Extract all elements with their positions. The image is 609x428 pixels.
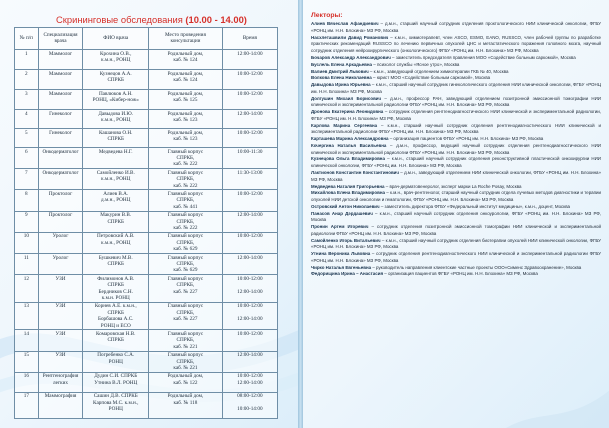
row-number: 6 <box>15 148 39 169</box>
location: Родильный дом, каб. № 124 <box>149 50 223 70</box>
lecturer-name: Карлова Марина Сергеевна <box>311 122 378 128</box>
location: Родильный дом, каб. № 122 <box>149 372 223 392</box>
table-row <box>15 110 278 129</box>
table-header-row <box>15 28 278 50</box>
doctor-name: Погребенко С.А. РОНЦ <box>83 351 149 372</box>
doctor-name: Макурин В.В. СПРКБ <box>83 211 149 232</box>
lecturer-description: – сотрудник отделения рентгенодиагностического НИИ клинической и экспериментальной радиологии, ФГБУ «РОНЦ им. Н.Н. Блохина» МЗ РФ, Москва <box>311 109 601 121</box>
specialization: Гинеколог <box>38 110 83 129</box>
table-row <box>15 254 278 275</box>
row-number: 3 <box>15 90 39 110</box>
lecturer-name: Валиев Дмитрий Львович <box>311 68 369 74</box>
lecturer-entry <box>311 211 601 225</box>
time-slot: 10:00-12:00 12:00-14:00 <box>222 372 277 392</box>
row-number: 14 <box>15 330 39 351</box>
lecturer-entry <box>311 238 601 252</box>
specialization: Уролог <box>38 232 83 253</box>
doctor-name: Давыдова И.Ю. к.м.н., РОНЦ <box>83 110 149 129</box>
lecturer-description: – к.м.н., старший научный сотрудник отделения реконструктивной пластической онкохирургии НИИ клинической онкологии, ФГБУ «РОНЦ им. Н.Н. Блохина» МЗ РФ, Москва <box>311 156 601 169</box>
lecturer-entry <box>311 204 601 211</box>
time-slot: 10:00-12:00 12:00-14:00 <box>222 275 277 303</box>
lecturer-entry <box>311 271 601 278</box>
table-row <box>15 275 278 303</box>
header-number: № п/п <box>15 28 39 50</box>
lecturer-entry <box>311 265 601 272</box>
row-number: 12 <box>15 275 39 303</box>
lecturer-description: – к.м.н., старший научный сотрудник гинекологического отделения НИИ клинической онкологии, ФГБУ «РОНЦ им. Н.Н. Блохина» МЗ РФ, Москва <box>311 82 601 94</box>
row-number: 9 <box>15 211 39 232</box>
table-row <box>15 351 278 372</box>
table-row <box>15 70 278 90</box>
table-row <box>15 330 278 351</box>
time-slot: 10:00-12:00 <box>222 232 277 253</box>
specialization: УЗИ <box>38 330 83 351</box>
lecturer-name: Чирко Наталья Евгеньевна <box>311 264 372 270</box>
specialization: Онкодерматолог <box>38 169 83 190</box>
location: Родильный дом, каб. № 125 <box>149 90 223 110</box>
time-slot: 12:00-14:00 <box>222 254 277 275</box>
doctor-name: Корнев А.Е. к.м.н., СПРКБ Борбашова А.С. РОНЦ и ЕСО <box>83 302 149 330</box>
specialization: Маммолог <box>38 70 83 90</box>
lecturer-name: Медведева Наталия Григорьевна <box>311 183 385 189</box>
location: Главный корпус СПРКБ, каб. № 222 <box>149 169 223 190</box>
table-row <box>15 211 278 232</box>
specialization: Рентгенография легких <box>38 372 83 392</box>
row-number: 15 <box>15 351 39 372</box>
time-slot: 10:00-12:00 <box>222 90 277 110</box>
lecturer-name: Давыдова Ирина Юрьевна <box>311 82 371 88</box>
lecturer-description: – к.м.н., врач-рентгенолог, старший научный сотрудник отдела лучевых методов диагностики и терапии опухолей НИИ детской онкологии и гематологии, ФГБУ «РОНЦ им. Н.Н. Блохина» МЗ РФ, Москва <box>311 190 601 203</box>
specialization: УЗИ <box>38 275 83 303</box>
lecturer-entry <box>311 136 601 143</box>
doctor-name: Дудин С.И. СПРКБ Утнина В.Л. РОНЦ <box>83 372 149 392</box>
header-specialization: Специализация врача <box>38 28 83 50</box>
lecturer-name: Михайлова Елена Владимировна <box>311 190 385 196</box>
lecturer-description: – заместитель председателя правления МОО «Содействие больным саркомой», Москва <box>390 54 576 60</box>
lecturer-entry <box>311 62 601 69</box>
header-location: Место проведения консультации <box>149 28 223 50</box>
lecturer-entry <box>311 156 601 170</box>
specialization: Маммолог <box>38 50 83 70</box>
time-slot: 10:00-12:00 <box>222 70 277 90</box>
time-slot: 10:00-12:00 <box>222 129 277 148</box>
location: Главный корпус СПРКБ, каб. № 221 <box>149 330 223 351</box>
row-number: 1 <box>15 50 39 70</box>
table-row <box>15 148 278 169</box>
lecturer-name: Кочергина Наталья Васильевна <box>311 142 387 148</box>
lecturer-entry <box>311 190 601 204</box>
specialization: Маммолог <box>38 90 83 110</box>
time-slot: 11:30-13:00 <box>222 169 277 190</box>
doctor-name: Павлюков А.Н. РОНЦ, «Кибер-нож» <box>83 90 149 110</box>
row-number: 5 <box>15 129 39 148</box>
lecturer-entry <box>311 55 601 62</box>
lecturers-list <box>311 12 601 278</box>
lecturer-name: Утнина Вероника Львовна <box>311 251 371 257</box>
lecturer-name: Карташева Марина Александровна <box>311 136 389 142</box>
lecturer-description: – к.м.н., старший научный сотрудник отделения онкоурологии, ФГБУ «РОНЦ им. Н.Н. Блохина» МЗ РФ, Москва <box>311 210 602 223</box>
specialization: Онкодерматолог <box>38 148 83 169</box>
lecturer-description: – руководитель направления клиентские частные проекты ООО«Сименс Здравоохранение», Москва <box>371 264 582 270</box>
row-number: 13 <box>15 302 39 330</box>
specialization: УЗИ <box>38 302 83 330</box>
doctor-name: Бушкевич М.В. СПРКБ <box>83 254 149 275</box>
lecturer-description: – д.м.н., профессор, ведущий научный сотрудник отделения рентгенодиагностического НИИ клинической и экспериментальной радиологии ФГБУ «РОНЦ им. Н.Н. Блохина» МЗ РФ, Москва <box>311 142 601 155</box>
specialization: Уролог <box>38 254 83 275</box>
doctor-name: Сашин Д.В. СПРКБ Карпова М.С. к.м.н., РОНЦ <box>83 392 149 418</box>
table-row <box>15 50 278 70</box>
schedule-page <box>0 0 298 428</box>
time-slot: 12:00-14:00 <box>222 110 277 129</box>
specialization: УЗИ <box>38 351 83 372</box>
schedule-time: (10.00 - 14.00) <box>185 14 247 25</box>
lecturer-description: – психолог службы «Ясное утро», Москва <box>372 61 460 67</box>
location: Главный корпус СПРКБ, каб. № 222 <box>149 211 223 232</box>
row-number: 11 <box>15 254 39 275</box>
row-number: 10 <box>15 232 39 253</box>
location: Родильный дом, каб. № 118 <box>149 392 223 418</box>
lecturer-description: – организация пациентов ФГБУ «РОНЦ им. Н.Н. Блохина» МЗ РФ, Москва <box>388 136 544 142</box>
table-row <box>15 372 278 392</box>
doctor-name: Кузнецов А.А. СПРКБ <box>83 70 149 90</box>
location: Главный корпус СПРКБ, каб. № 222 <box>149 148 223 169</box>
lecturer-name: Федорищина Ирина – Анастасия <box>311 271 384 277</box>
lecturer-name: Долгушин Михаил Борисович <box>311 95 382 101</box>
header-doctor: ФИО врача <box>83 28 149 50</box>
lecturer-description: – организация пациентов ФГБУ «РОНЦ им. Н.Н. Блохина» МЗ РФ, Москва <box>383 271 538 277</box>
lecturer-name: Насхлеташвили Давид Романович <box>311 34 389 40</box>
lecturers-heading: Лекторы: <box>311 12 343 19</box>
row-number: 17 <box>15 392 39 418</box>
lecturer-entry <box>311 224 601 238</box>
lecturer-name: Буслель Елена Аркадьевна <box>311 61 373 67</box>
doctor-name: Медведева Н.Г. <box>83 148 149 169</box>
row-number: 7 <box>15 169 39 190</box>
lecturer-name: Самойленко Игорь Витальевич <box>311 237 381 243</box>
lecturer-name: Пронин Артем Игоревич <box>311 224 369 230</box>
header-time: Время <box>222 28 277 50</box>
location: Главный корпус СПРКБ, каб. № 221 <box>149 351 223 372</box>
row-number: 16 <box>15 372 39 392</box>
lecturer-name: Бочаров Александр Александрович <box>311 54 391 60</box>
location: Главный корпус СПРКБ, каб. № 227 <box>149 302 223 330</box>
lecturers-page <box>303 0 609 428</box>
lecturer-description: – к.м.н., старший научный сотрудник отделения биотерапии опухолей НИИ клинической онкологии, ФГБУ «РОНЦ им. Н.Н. Блохина» МЗ РФ, Москва <box>311 237 601 250</box>
doctor-name: Алиев В.А. д.м.н., РОНЦ <box>83 190 149 211</box>
lecturer-entry <box>311 96 601 110</box>
specialization: Гинеколог <box>38 129 83 148</box>
lecturer-description: – д.м.н., заведующий отделением НИИ клинической онкологии, ФГБУ «РОНЦ им. Н.Н. Блохина» МЗ РФ, Москва <box>311 170 601 182</box>
lecturer-entry <box>311 170 601 184</box>
time-slot: 10:00-12:00 <box>222 190 277 211</box>
doctor-name: Самойленко И.В. к.м.н., РОНЦ <box>83 169 149 190</box>
lecturer-description: – врач-дерматовенеролог, эксперт марки La Roche Posay, Москва <box>384 183 522 189</box>
location: Главный корпус СПРКБ, каб. № 227 <box>149 275 223 303</box>
specialization: Проктолог <box>38 190 83 211</box>
lecturer-description: – д.м.н., профессор РАН, заведующий отделением позитронной эмиссионной томографии НИИ клинической и экспериментальной радиологии ФГБУ «РОНЦ им. Н.Н. Блохина» МЗ РФ, Москва <box>311 95 601 108</box>
lecturer-entry <box>311 143 601 157</box>
time-slot: 08:00-12:00 10:00-14:00 <box>222 392 277 418</box>
lecturer-description: – сотрудник отделения рентгенодиагностического НИИ клинической и экспериментальной радиологии ФГБУ «РОНЦ им. Н.Н. Блохина» МЗ РФ, Москва <box>311 251 601 263</box>
lecturer-entry <box>311 82 601 96</box>
lecturer-description: – к.м.н., химиотерапевт, член ASCO, ESMO, EANO, RUSSCO, член рабочей группы по разработке практических рекомендаций RUSSCO по лечению первичных опухолей ЦНС и метастатического поражения головного мозга, научный сотрудник отделения нейрохирургического (онкологического) ФГБУ «РОНЦ им. Н.Н. Блохина» МЗ РФ, Москва <box>311 34 601 54</box>
lecturer-name: Островский Антон Николаевич <box>311 203 380 209</box>
lecturer-description: – сотрудник отделения позитронной эмиссионной томографии НИИ клинической и экспериментальной радиологии ФГБУ «РОНЦ им. Н.Н. Блохина» МЗ РФ, Москва <box>311 224 601 236</box>
table-row <box>15 90 278 110</box>
table-row <box>15 190 278 211</box>
doctor-name: Филимонов А.В. СПРКБ Бердников С.Н. к.м.н. РОНЦ <box>83 275 149 303</box>
table-row <box>15 302 278 330</box>
lecturer-items <box>311 21 601 278</box>
location: Главный корпус СПРКБ, каб. № 629 <box>149 232 223 253</box>
doctor-name: Кашанова О.Н. СПРКБ <box>83 129 149 148</box>
doctor-name: Комаровская Н.В. СПРКБ <box>83 330 149 351</box>
row-number: 2 <box>15 70 39 90</box>
schedule-title <box>56 14 256 25</box>
row-number: 8 <box>15 190 39 211</box>
decorative-corner-wave <box>497 364 609 428</box>
doctor-name: Петровский А.В. к.м.н., РОНЦ <box>83 232 149 253</box>
time-slot: 10:00-12:00 <box>222 330 277 351</box>
time-slot: 12:00-14:00 <box>222 211 277 232</box>
table-row <box>15 392 278 418</box>
lecturer-name: Алиев Вячеслав Афандиевич <box>311 21 379 27</box>
table-row <box>15 129 278 148</box>
specialization: Проктолог <box>38 211 83 232</box>
lecturer-description: – к.м.н., старший научный сотрудник отделения рентгенодиагностического НИИ клинической и экспериментальной радиологии ФГБУ «РОНЦ им. Н.Н. Блохина» МЗ РФ, Москва <box>311 122 601 135</box>
row-number: 4 <box>15 110 39 129</box>
table-row <box>15 169 278 190</box>
lecturer-entry <box>311 21 601 35</box>
lecturer-name: Дронова Екатерина Леонидовна <box>311 109 384 115</box>
doctor-name: Крохина О.В., к.м.н., РОНЦ <box>83 50 149 70</box>
screening-table <box>14 27 278 419</box>
lecturer-description: – к.м.н., заведующий отделением химиотерапии ГКБ № 40, Москва <box>368 68 509 74</box>
location: Главный корпус СПРКБ, каб. № 629 <box>149 254 223 275</box>
location: Родильный дом, каб. № 123 <box>149 129 223 148</box>
time-slot: 12:00-14:00 <box>222 351 277 372</box>
table-row <box>15 232 278 253</box>
lecturer-entry <box>311 35 601 55</box>
lecturer-name: Волкова Елена Николаевна <box>311 75 372 81</box>
lecturer-entry <box>311 251 601 265</box>
lecturer-name: Панасов Анар Дэрдашевич <box>311 210 373 216</box>
lecturer-name: Кузнецова Ольга Владимировна <box>311 156 385 162</box>
lecturer-entry <box>311 109 601 123</box>
lecturer-description: – юрист МОО «Содействие больным саркомой», Москва <box>371 75 491 81</box>
lecturer-description: – д.м.н., старший научный сотрудник отделения проктологического НИИ клинической онкологии, ФГБУ «РОНЦ им. Н.Н. Блохина» МЗ РФ, Москва <box>311 21 601 33</box>
location: Родильный дом, каб. № 124 <box>149 70 223 90</box>
location: Родильный дом, каб. № 123 <box>149 110 223 129</box>
lecturer-name: Лактионов Константин Константинович <box>311 170 399 175</box>
lecturer-description: – заместитель директора ФГБУ «Федеральный институт медицины», к.м.н., доцент, Москва <box>379 203 570 209</box>
table-body <box>15 50 278 419</box>
time-slot: 12:00-14:00 <box>222 50 277 70</box>
specialization: Маммография <box>38 392 83 418</box>
schedule-title-text: Скрининговые обследования <box>56 14 183 25</box>
time-slot: 10:00-12:00 12:00-14:00 <box>222 302 277 330</box>
location: Главный корпус СПРКБ, каб. № 441 <box>149 190 223 211</box>
time-slot: 10:00-11:30 <box>222 148 277 169</box>
lecturer-entry <box>311 123 601 137</box>
